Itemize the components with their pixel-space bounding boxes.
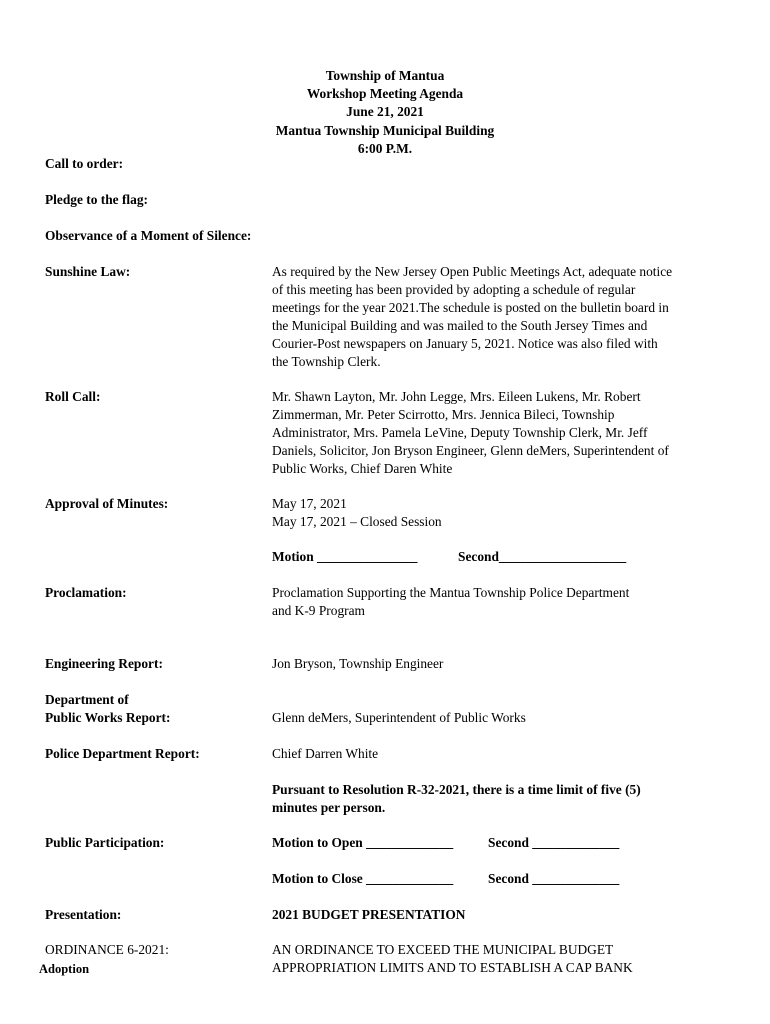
ordinance-title — [272, 941, 732, 977]
close-motion-line — [272, 870, 732, 888]
public-works-value: Glenn deMers, Superintendent of Public Works — [272, 710, 526, 725]
open-motion-line — [272, 834, 732, 852]
minutes-list — [272, 495, 732, 531]
ordinance-sublabel: Adoption — [39, 962, 90, 976]
engineering-report-label: Engineering Report: — [45, 656, 163, 671]
presentation-value: 2021 BUDGET PRESENTATION — [272, 907, 466, 922]
proclamation-text — [272, 584, 732, 620]
second-open-field[interactable]: Second _____________ — [488, 835, 620, 850]
motion-to-open-field[interactable]: Motion to Open _____________ — [272, 835, 454, 850]
presentation-label: Presentation: — [45, 907, 122, 922]
resolution-note-line: minutes per person. — [272, 800, 386, 815]
minutes-second-field[interactable]: Second___________________ — [458, 549, 627, 564]
motion-to-close-field[interactable]: Motion to Close _____________ — [272, 871, 454, 886]
meeting-time: 6:00 P.M. — [357, 140, 413, 156]
agenda-header — [0, 67, 770, 158]
public-participation-label: Public Participation: — [45, 835, 165, 850]
meeting-date: June 21, 2021 — [346, 104, 424, 120]
public-works-label — [45, 691, 170, 727]
sunshine-line: As required by the New Jersey Open Public Meetings Act, adequate notice — [272, 264, 673, 279]
proclamation-line: Proclamation Supporting the Mantua Township Police Department — [272, 585, 630, 600]
township-name: Township of Mantua — [325, 68, 445, 83]
police-report-label: Police Department Report: — [45, 746, 200, 761]
public-works-label-line: Public Works Report: — [45, 710, 171, 725]
sunshine-law-label: Sunshine Law: — [45, 264, 131, 279]
sunshine-line: the Municipal Building and was mailed to the South Jersey Times and — [272, 318, 648, 333]
meeting-type: Workshop Meeting Agenda — [306, 86, 464, 102]
roll-call-line: Zimmerman, Mr. Peter Scirrotto, Mrs. Jennica Bileci, Township — [272, 407, 615, 422]
roll-call-label: Roll Call: — [45, 389, 101, 404]
pledge-label: Pledge to the flag: — [45, 192, 149, 207]
roll-call-line: Administrator, Mrs. Pamela LeVine, Deputy Township Clerk, Mr. Jeff — [272, 425, 648, 440]
minutes-motion-line — [272, 548, 732, 566]
approval-of-minutes-label: Approval of Minutes: — [45, 496, 169, 511]
engineering-report-value: Jon Bryson, Township Engineer — [272, 656, 444, 671]
sunshine-line: Courier-Post newspapers on January 5, 2021. Notice was also filed with — [272, 336, 658, 351]
minutes-entry: May 17, 2021 – Closed Session — [272, 514, 442, 529]
ordinance-title-line: APPROPRIATION LIMITS AND TO ESTABLISH A CAP BANK — [272, 960, 633, 975]
second-close-field[interactable]: Second _____________ — [488, 871, 620, 886]
roll-call-text — [272, 388, 732, 478]
sunshine-law-text — [272, 263, 732, 371]
minutes-motion-field[interactable]: Motion _______________ — [272, 549, 418, 564]
sunshine-line: meetings for the year 2021.The schedule is posted on the bulletin board in — [272, 300, 669, 315]
ordinance-title-line: AN ORDINANCE TO EXCEED THE MUNICIPAL BUDGET — [272, 942, 614, 957]
moment-of-silence-label: Observance of a Moment of Silence: — [45, 228, 252, 243]
roll-call-line: Public Works, Chief Daren White — [272, 461, 453, 476]
call-to-order-label: Call to order: — [45, 156, 124, 171]
proclamation-label: Proclamation: — [45, 585, 127, 600]
roll-call-line: Mr. Shawn Layton, Mr. John Legge, Mrs. Eileen Lukens, Mr. Robert — [272, 389, 641, 404]
sunshine-line: the Township Clerk. — [272, 354, 381, 369]
public-works-label-line: Department of — [45, 692, 129, 707]
resolution-note — [272, 781, 732, 817]
police-report-value: Chief Darren White — [272, 746, 379, 761]
minutes-entry: May 17, 2021 — [272, 496, 347, 511]
ordinance-label: ORDINANCE 6-2021: — [45, 942, 169, 957]
proclamation-line: and K-9 Program — [272, 603, 365, 618]
resolution-note-line: Pursuant to Resolution R-32-2021, there is a time limit of five (5) — [272, 782, 641, 797]
sunshine-line: of this meeting has been provided by adopting a schedule of regular — [272, 282, 636, 297]
meeting-location: Mantua Township Municipal Building — [275, 122, 495, 138]
roll-call-line: Daniels, Solicitor, Jon Bryson Engineer, Glenn deMers, Superintendent of — [272, 443, 669, 458]
